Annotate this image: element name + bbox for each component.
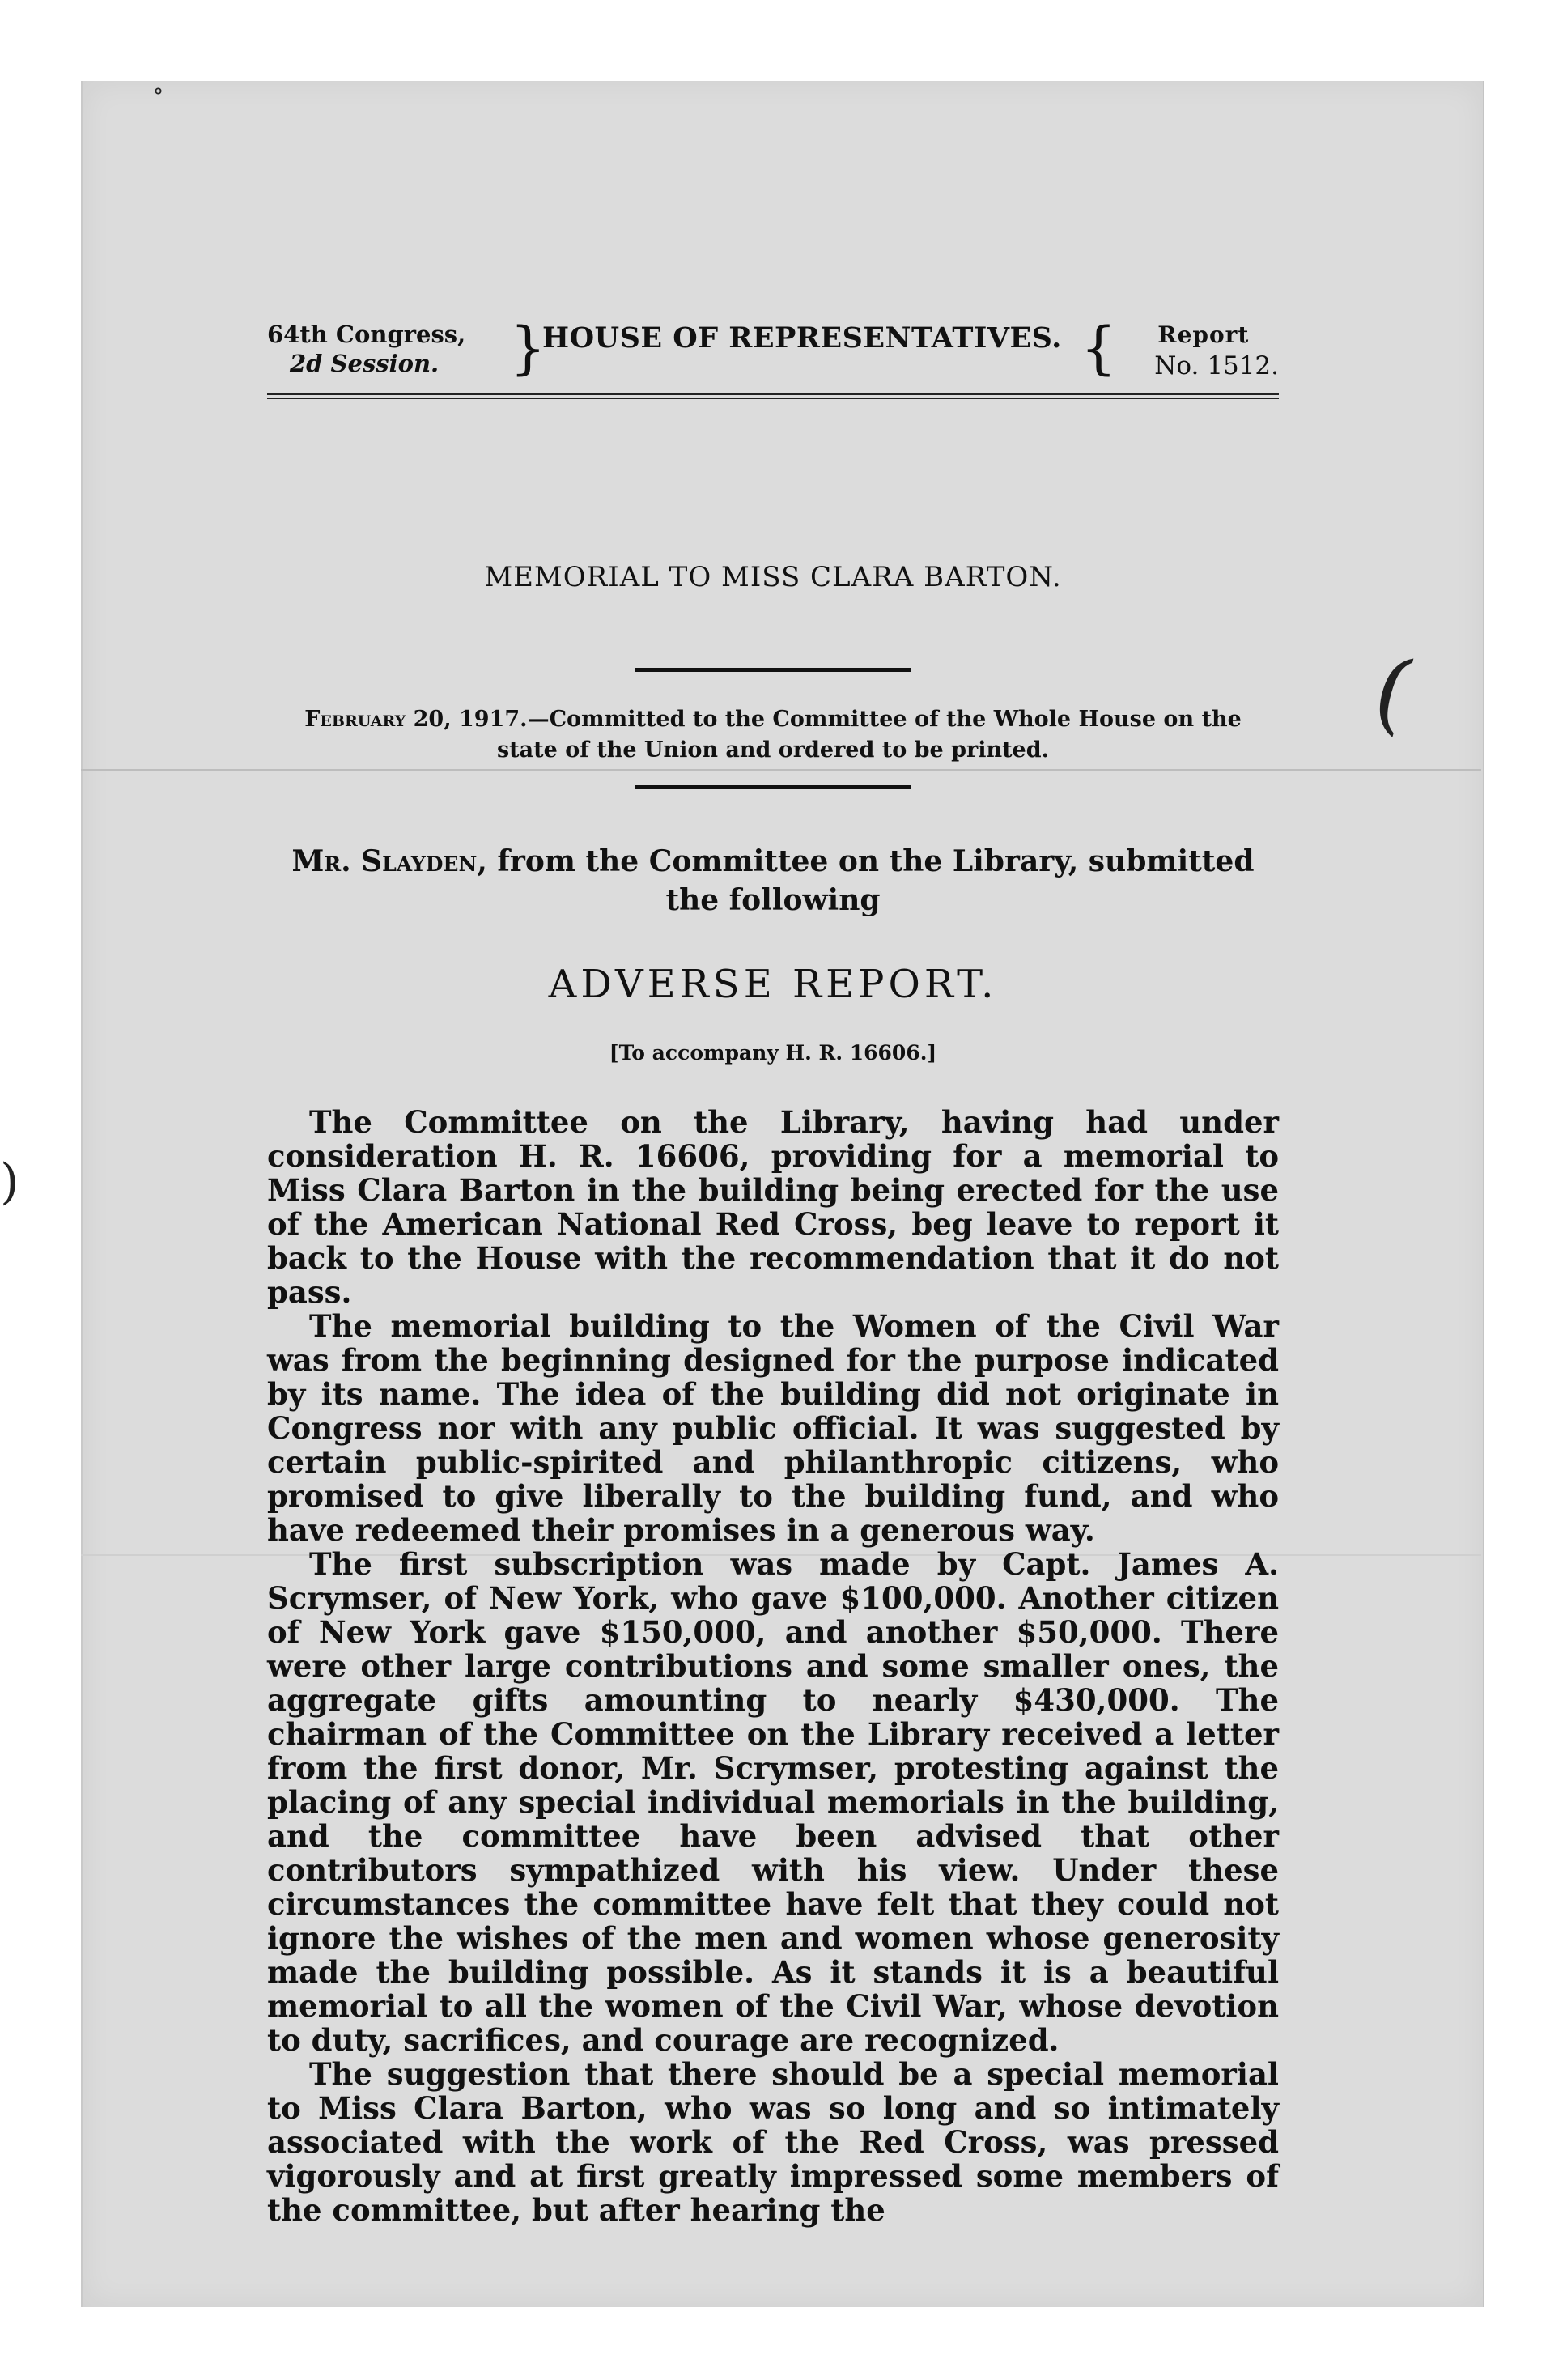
congress-label: 64th Congress, xyxy=(267,321,466,348)
submitter-line xyxy=(267,842,1279,920)
right-brace: { xyxy=(1081,315,1117,381)
header-rule xyxy=(267,393,1279,399)
chamber-title: HOUSE OF REPRESENTATIVES. xyxy=(542,321,1062,355)
accompany-note: [To accompany H. R. 16606.] xyxy=(609,1041,937,1065)
committed-date: February 20, 1917. xyxy=(304,707,528,732)
committed-notice xyxy=(267,704,1279,766)
edge-mark: ) xyxy=(0,1154,19,1210)
corner-mark: ˚ xyxy=(152,87,164,116)
report-number: No. 1512. xyxy=(1154,351,1279,380)
session-label: 2d Session. xyxy=(290,350,440,377)
body-paragraph: The Committee on the Library, having had under consideration H. R. 16606, providing for a memorial to Miss Clara Barton in the building being erected for the use of the American National Red Cross, beg leave to report it back to the House with the recommendation that it do not pass. xyxy=(267,1104,1279,1310)
body-paragraph: The first subscription was made by Capt. James A. Scrymser, of New York, who gave $100,000. Another citizen of New York gave $150,000, and another $50,000. There were other large contributions and some smaller ones, the aggregate gifts amounting to nearly $430,000. The chairman of the Committee on the Library received a letter from the first donor, Mr. Scrymser, protesting against the placing of any special individual memorials in the building, and the committee have been advised that other contributors sympathized with his view. Under these circumstances the committee have felt that they could not ignore the wishes of the men and women whose generosity made the building possible. As it stands it is a beautiful memorial to all the women of the Civil War, whose devotion to duty, sacrifices, and courage are recognized. xyxy=(267,1546,1279,2058)
report-number-block xyxy=(1154,320,1279,381)
congress-session xyxy=(267,320,465,378)
document-title: MEMORIAL TO MISS CLARA BARTON. xyxy=(484,561,1062,593)
report-header xyxy=(267,315,1279,386)
body-paragraph: The memorial building to the Women of the Civil War was from the beginning designed for the purpose indicated by its name. The idea of the building did not originate in Congress nor with any public official. It was suggested by certain public-spirited and philanthropic citizens, who promised to give liberally to the building fund, and who have redeemed their promises in a generous way. xyxy=(267,1308,1279,1548)
body-paragraph: The suggestion that there should be a special memorial to Miss Clara Barton, who was so long and so intimately associated with the work of the Red Cross, was pressed vigorously and at first greatly impressed some members of the committee, but after hearing the xyxy=(267,2056,1279,2228)
divider-rule xyxy=(635,785,911,789)
report-label: Report xyxy=(1157,321,1250,348)
margin-bracket-mark: ( xyxy=(1363,636,1424,746)
report-type-heading: ADVERSE REPORT. xyxy=(548,962,998,1007)
committed-text: —Committed to the Committee of the Whole House on the state of the Union and ordered to be printed. xyxy=(496,707,1242,763)
submitter-name: Mr. Slayden, xyxy=(291,844,487,878)
document-content xyxy=(267,315,1279,2228)
report-body xyxy=(267,1105,1279,2227)
divider-rule xyxy=(635,668,911,672)
left-brace: } xyxy=(510,315,546,381)
submitter-text: from the Committee on the Library, submitted the following xyxy=(486,844,1255,917)
